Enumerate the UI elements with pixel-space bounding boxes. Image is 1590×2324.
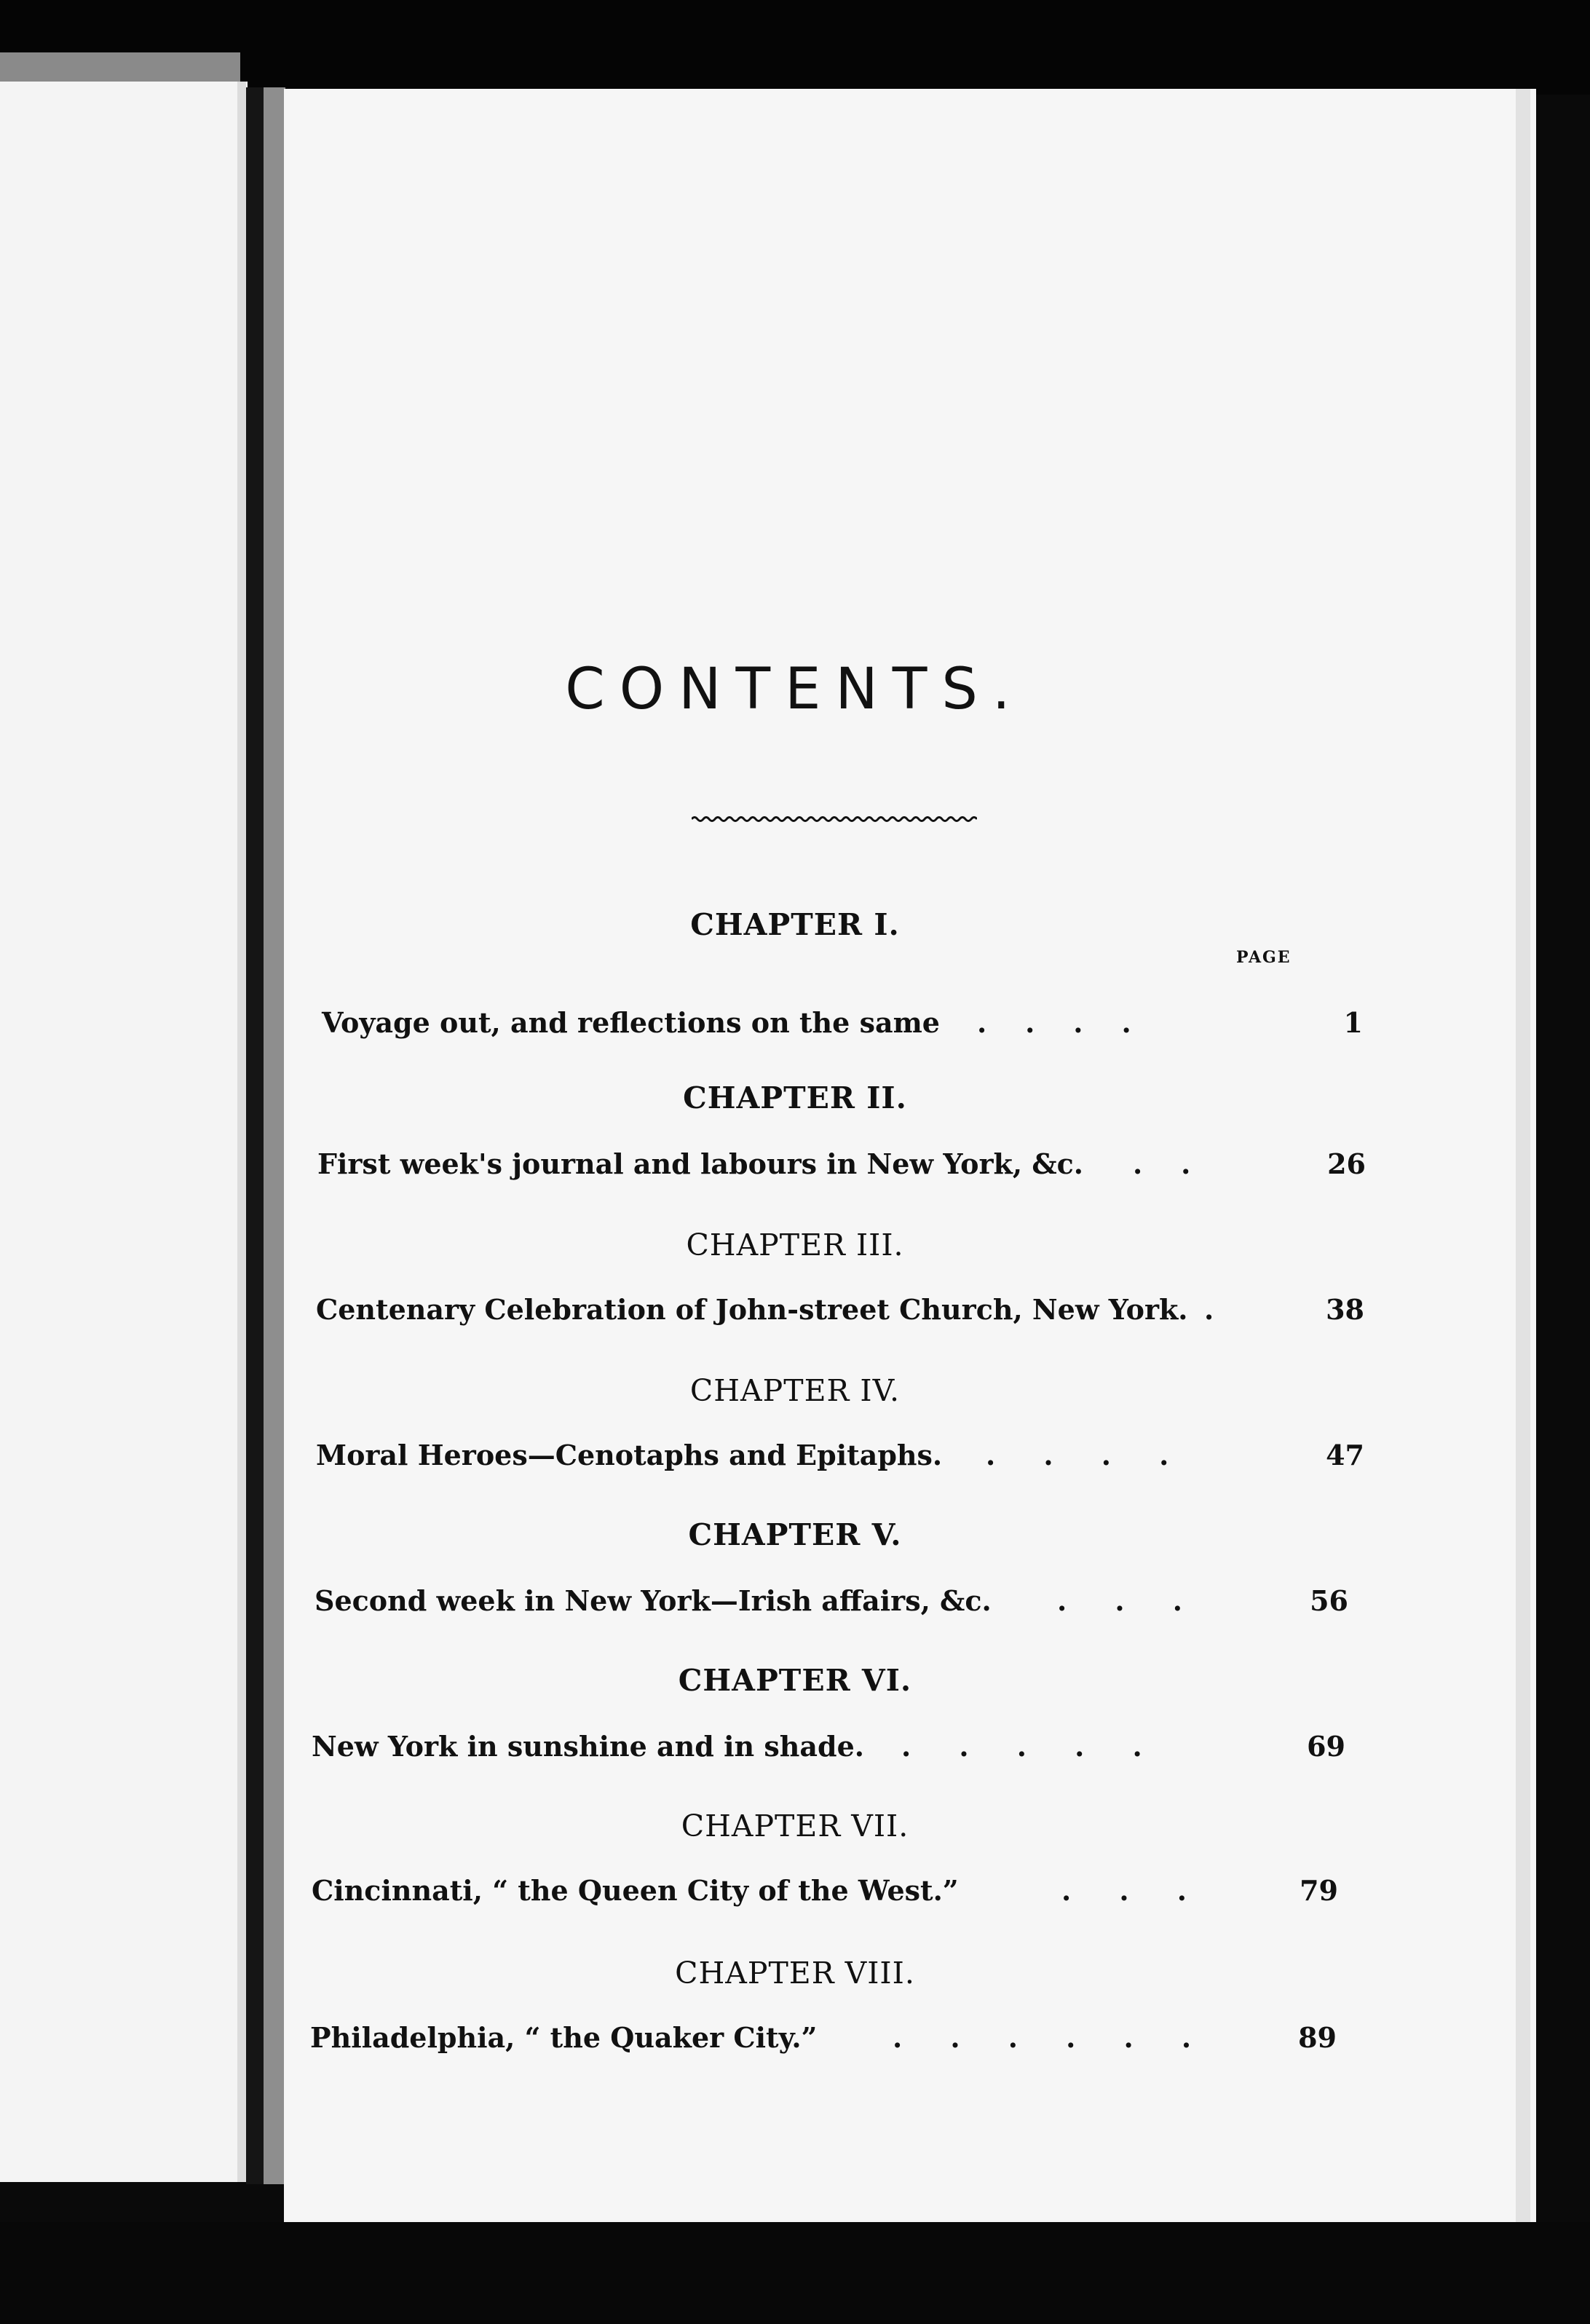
entry-title: First week's journal and labours in New York, &c. bbox=[317, 1147, 1084, 1180]
chapter-heading: CHAPTER VI. bbox=[678, 1663, 912, 1698]
entry-title: Moral Heroes—Cenotaphs and Epitaphs. bbox=[316, 1439, 943, 1471]
scan-bottom-border bbox=[0, 2222, 1590, 2324]
contents-entry bbox=[322, 1006, 1363, 1044]
entry-page-number: 89 bbox=[1298, 2021, 1337, 2054]
entry-title: Cincinnati, “ the Queen City of the West.” bbox=[312, 1874, 959, 1907]
leader-dots: . . . . bbox=[977, 1006, 1131, 1039]
entry-page-number: 56 bbox=[1310, 1584, 1348, 1617]
decorative-wavy-rule bbox=[692, 814, 977, 824]
entry-page-number: 79 bbox=[1300, 1874, 1338, 1907]
entry-title: Second week in New York—Irish affairs, &c. bbox=[315, 1584, 992, 1617]
entry-title: Voyage out, and reflections on the same bbox=[322, 1006, 940, 1039]
entry-title: Philadelphia, “ the Quaker City.” bbox=[310, 2021, 818, 2054]
entry-page-number: 38 bbox=[1326, 1293, 1364, 1326]
chapter-heading: CHAPTER II. bbox=[683, 1080, 907, 1115]
entry-title: Centenary Celebration of John-street Church, New York. bbox=[316, 1293, 1188, 1326]
leader-dots: . . bbox=[1133, 1147, 1191, 1180]
book-gutter-shadow bbox=[264, 87, 285, 2184]
chapter-heading: CHAPTER VII. bbox=[681, 1809, 909, 1843]
page-title: CONTENTS. bbox=[565, 657, 1025, 722]
leader-dots: . . . bbox=[1057, 1584, 1182, 1617]
book-gutter bbox=[246, 87, 264, 2184]
page-right-edge bbox=[1516, 89, 1530, 2222]
chapter-heading: CHAPTER I. bbox=[690, 907, 900, 942]
chapter-heading: CHAPTER VIII. bbox=[675, 1956, 915, 1991]
contents-entry bbox=[315, 1584, 1348, 1622]
chapter-heading: CHAPTER V. bbox=[688, 1517, 902, 1552]
chapter-heading: CHAPTER IV. bbox=[689, 1373, 901, 1408]
entry-title: New York in sunshine and in shade. bbox=[312, 1730, 864, 1763]
page-column-label: PAGE bbox=[1236, 948, 1292, 967]
contents-entry bbox=[316, 1439, 1364, 1477]
entry-page-number: 69 bbox=[1307, 1730, 1345, 1763]
leader-dots: . . . . bbox=[986, 1439, 1169, 1471]
entry-page-number: 1 bbox=[1343, 1006, 1363, 1039]
leader-dots: . . . bbox=[1061, 1874, 1187, 1907]
leader-dots: . . . . . . bbox=[893, 2021, 1192, 2054]
entry-page-number: 47 bbox=[1326, 1439, 1364, 1471]
leader-dots: . bbox=[1204, 1293, 1214, 1326]
contents-entry bbox=[312, 1730, 1345, 1768]
facing-page-edge bbox=[237, 82, 246, 2182]
scan-top-page-edge bbox=[0, 52, 240, 83]
leader-dots: . . . . . bbox=[901, 1730, 1142, 1763]
contents-entry bbox=[316, 1293, 1364, 1331]
contents-entry bbox=[310, 2021, 1337, 2059]
entry-page-number: 26 bbox=[1327, 1147, 1366, 1180]
chapter-heading: CHAPTER III. bbox=[686, 1228, 904, 1262]
contents-entry bbox=[317, 1147, 1366, 1185]
contents-entry bbox=[312, 1874, 1338, 1912]
facing-blank-page bbox=[0, 82, 248, 2182]
